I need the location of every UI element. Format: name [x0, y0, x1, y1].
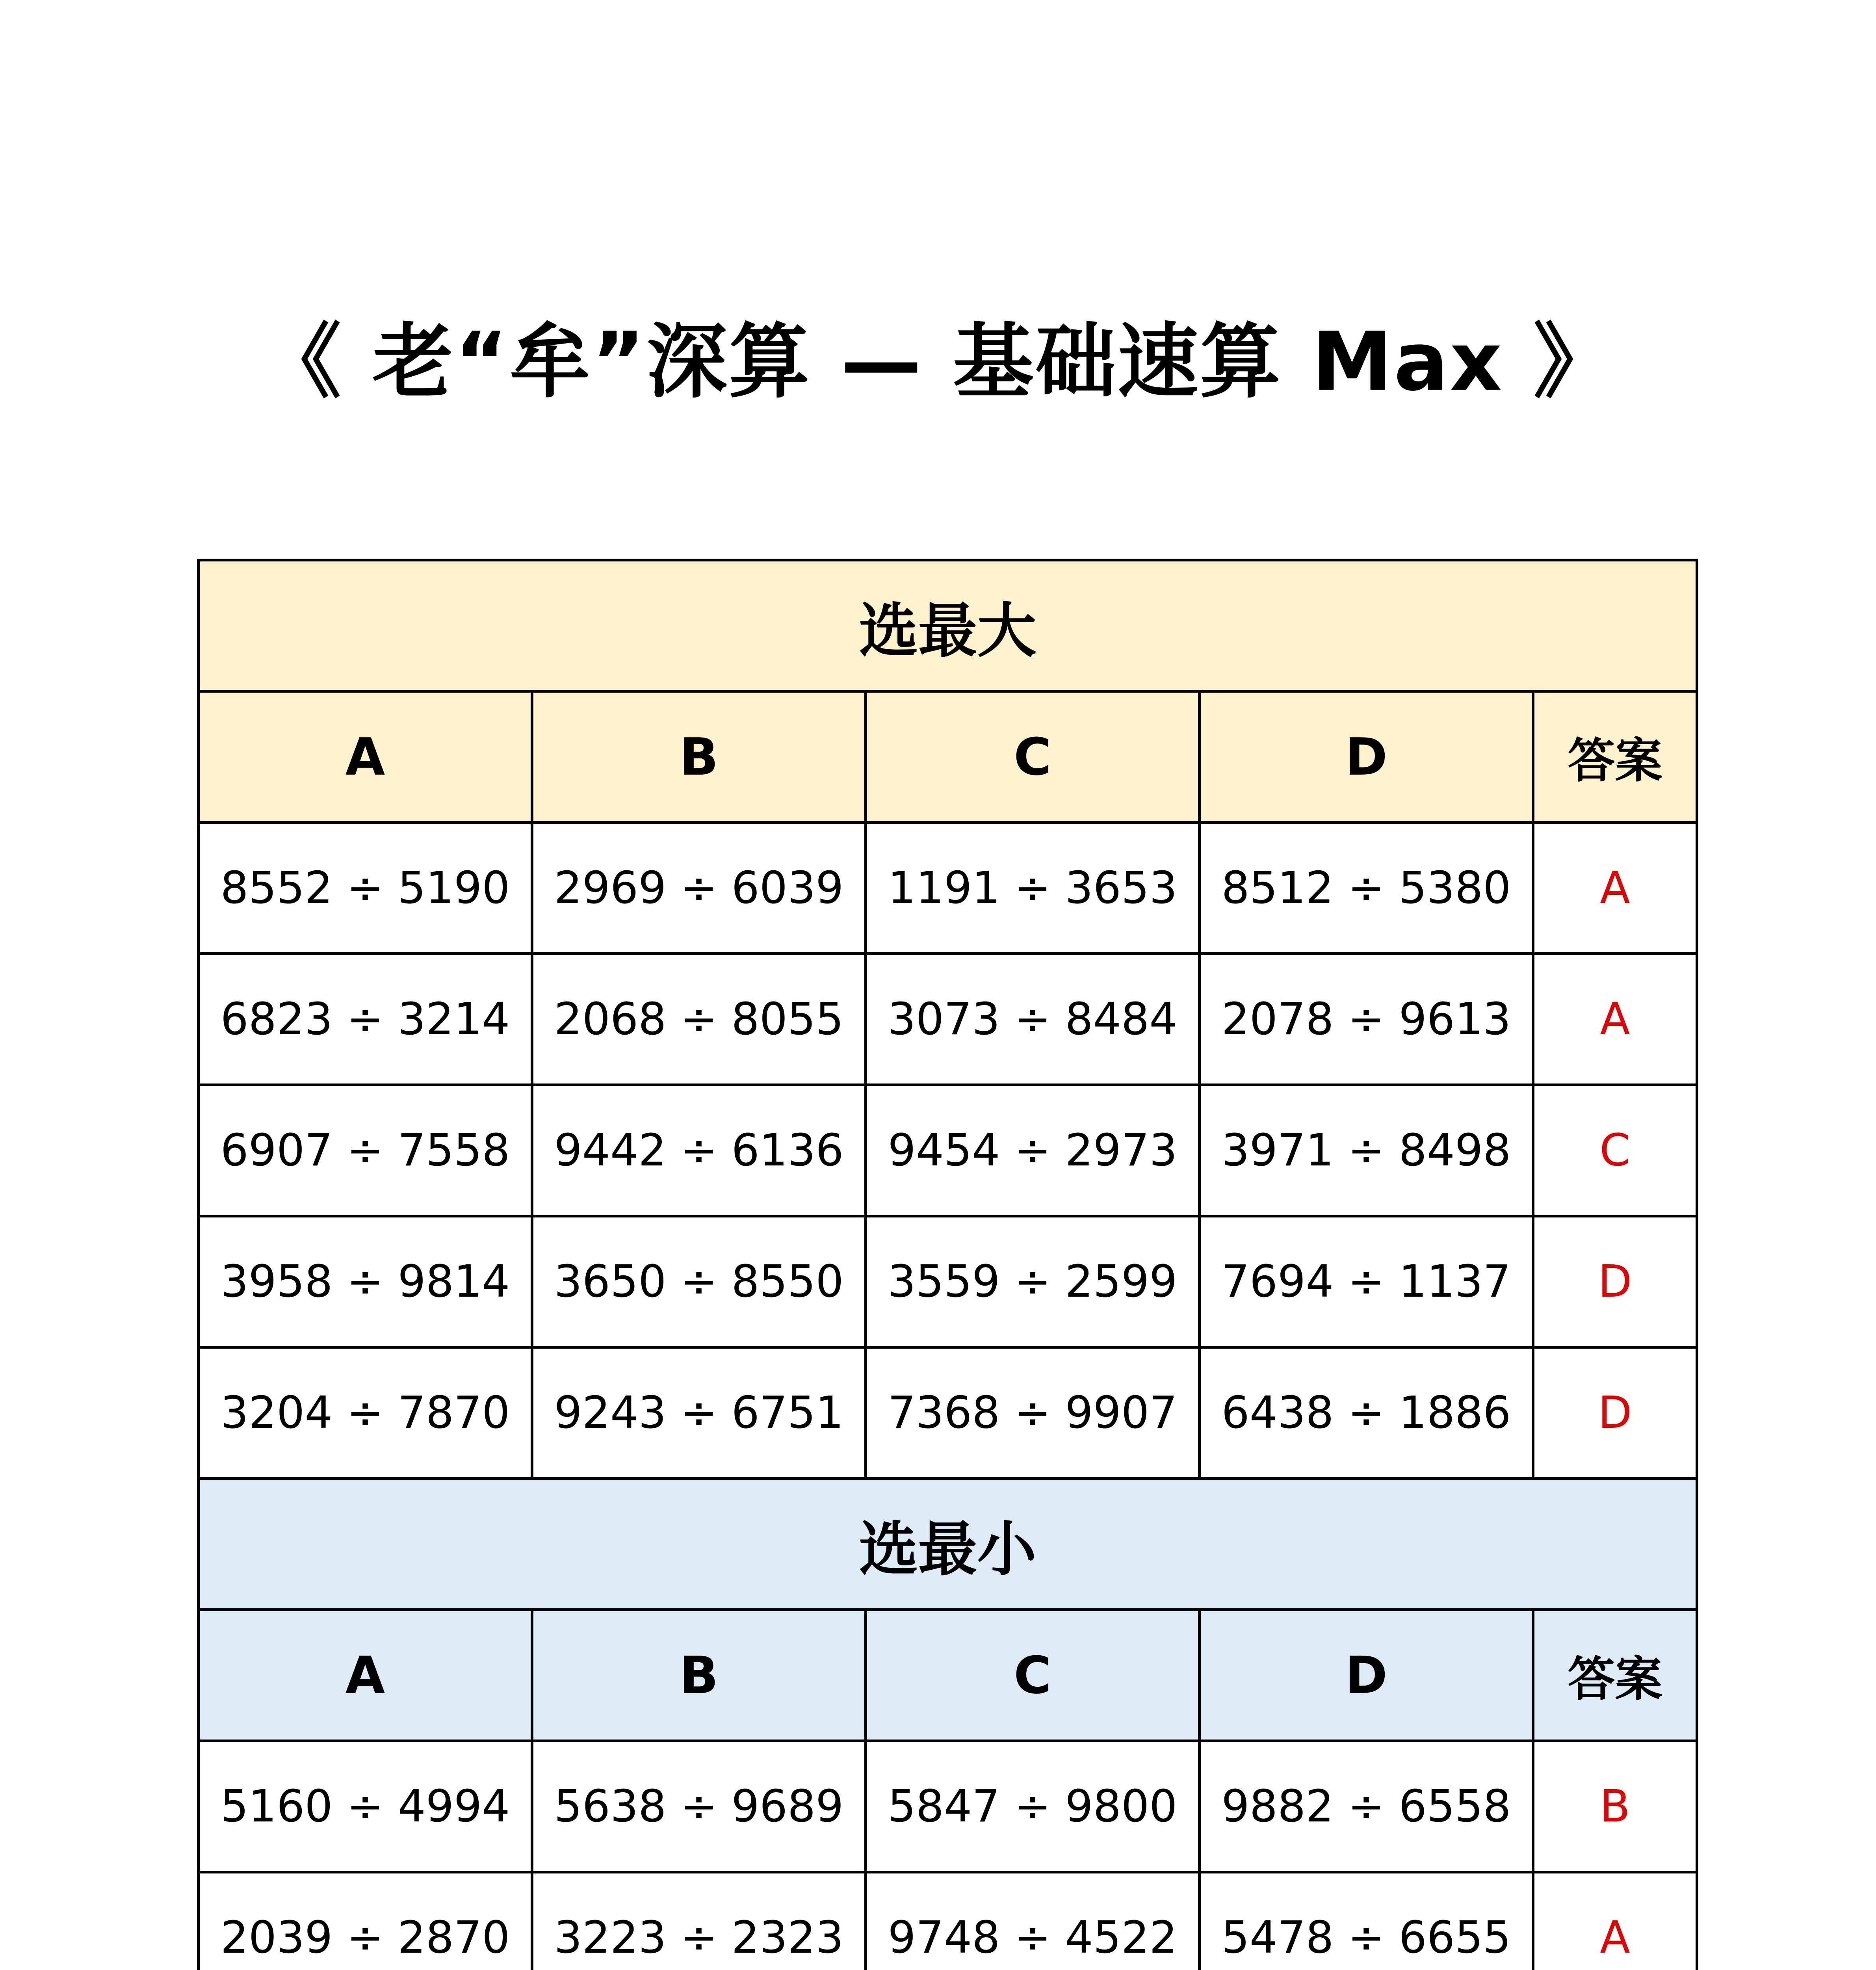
cell-b: 5638 ÷ 9689	[532, 1741, 866, 1872]
worksheet-table	[197, 559, 1698, 1970]
cell-b: 9442 ÷ 6136	[532, 1085, 866, 1216]
cell-d: 6438 ÷ 1886	[1200, 1347, 1533, 1479]
cell-a: 6823 ÷ 3214	[199, 954, 532, 1085]
section-heading: 选最大	[199, 560, 1697, 691]
cell-b: 2969 ÷ 6039	[532, 823, 866, 954]
section-min	[199, 1479, 1697, 1970]
answer-cell: D	[1533, 1216, 1697, 1347]
cell-d: 8512 ÷ 5380	[1200, 823, 1533, 954]
section-heading: 选最小	[199, 1479, 1697, 1610]
cell-d: 5478 ÷ 6655	[1200, 1872, 1533, 1970]
column-header-c: C	[866, 1610, 1200, 1741]
table-row	[199, 954, 1697, 1085]
answer-cell: C	[1533, 1085, 1697, 1216]
cell-c: 7368 ÷ 9907	[866, 1347, 1200, 1479]
column-header-a: A	[199, 691, 532, 823]
table-row	[199, 1872, 1697, 1970]
cell-b: 3650 ÷ 8550	[532, 1216, 866, 1347]
column-header-row	[199, 691, 1697, 823]
cell-b: 3223 ÷ 2323	[532, 1872, 866, 1970]
column-header-a: A	[199, 1610, 532, 1741]
answer-cell: A	[1533, 823, 1697, 954]
column-header-b: B	[532, 691, 866, 823]
cell-a: 2039 ÷ 2870	[199, 1872, 532, 1970]
cell-a: 5160 ÷ 4994	[199, 1741, 532, 1872]
answer-cell: B	[1533, 1741, 1697, 1872]
table-row	[199, 1216, 1697, 1347]
column-header-answer: 答案	[1533, 691, 1697, 823]
section-max	[199, 560, 1697, 1479]
page-title: 《 老“牟”深算 — 基础速算 Max 》	[260, 315, 1616, 409]
cell-c: 5847 ÷ 9800	[866, 1741, 1200, 1872]
answer-cell: A	[1533, 1872, 1697, 1970]
cell-c: 1191 ÷ 3653	[866, 823, 1200, 954]
cell-c: 3559 ÷ 2599	[866, 1216, 1200, 1347]
cell-c: 9454 ÷ 2973	[866, 1085, 1200, 1216]
cell-b: 2068 ÷ 8055	[532, 954, 866, 1085]
column-header-b: B	[532, 1610, 866, 1741]
column-header-d: D	[1200, 1610, 1533, 1741]
table-row	[199, 1741, 1697, 1872]
cell-d: 7694 ÷ 1137	[1200, 1216, 1533, 1347]
cell-d: 3971 ÷ 8498	[1200, 1085, 1533, 1216]
column-header-row	[199, 1610, 1697, 1741]
cell-d: 2078 ÷ 9613	[1200, 954, 1533, 1085]
table-row	[199, 1085, 1697, 1216]
cell-a: 3958 ÷ 9814	[199, 1216, 532, 1347]
cell-c: 3073 ÷ 8484	[866, 954, 1200, 1085]
column-header-c: C	[866, 691, 1200, 823]
cell-a: 6907 ÷ 7558	[199, 1085, 532, 1216]
column-header-answer: 答案	[1533, 1610, 1697, 1741]
column-header-d: D	[1200, 691, 1533, 823]
table-row	[199, 1347, 1697, 1479]
table-row	[199, 823, 1697, 954]
cell-a: 3204 ÷ 7870	[199, 1347, 532, 1479]
cell-d: 9882 ÷ 6558	[1200, 1741, 1533, 1872]
cell-a: 8552 ÷ 5190	[199, 823, 532, 954]
answer-cell: D	[1533, 1347, 1697, 1479]
answer-cell: A	[1533, 954, 1697, 1085]
cell-c: 9748 ÷ 4522	[866, 1872, 1200, 1970]
cell-b: 9243 ÷ 6751	[532, 1347, 866, 1479]
